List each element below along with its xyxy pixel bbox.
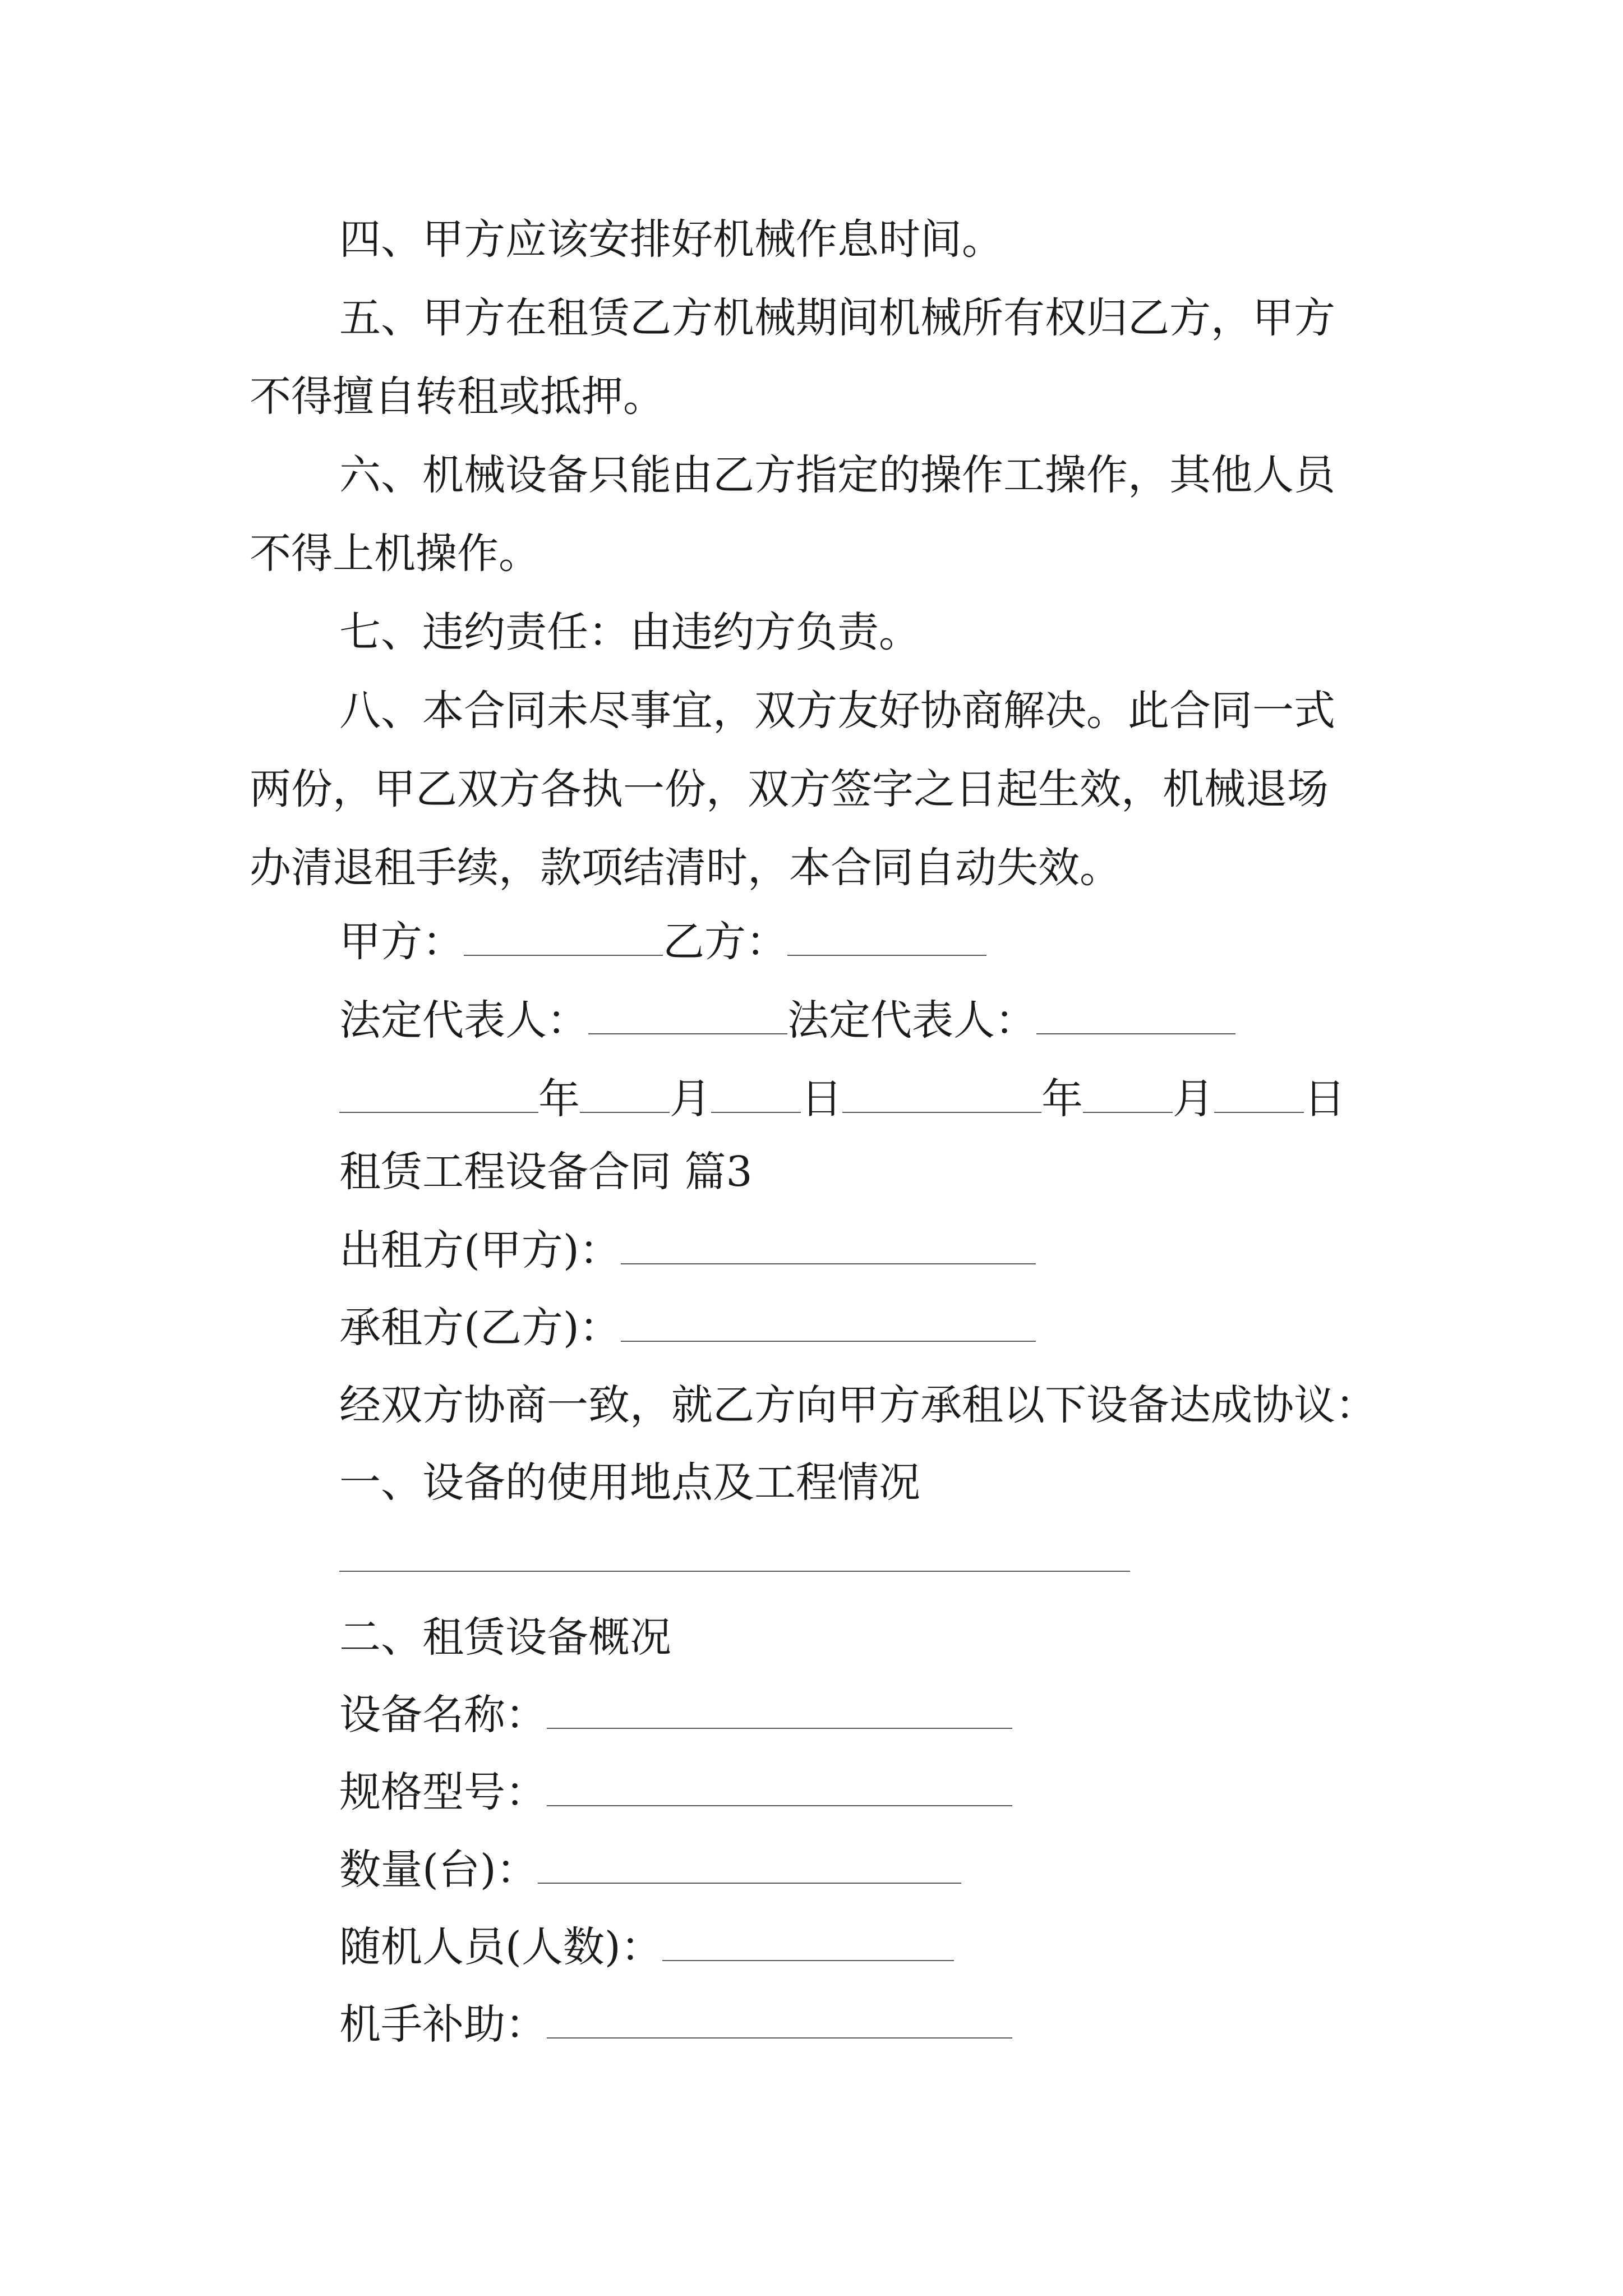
clause-6-line-1: 六、机械设备只能由乙方指定的操作工操作，其他人员 xyxy=(339,451,1335,499)
lessee-blank[interactable] xyxy=(621,1307,1036,1342)
quantity-label: 数量(台)： xyxy=(339,1846,538,1894)
clause-7: 七、违约责任：由违约方负责。 xyxy=(339,608,920,656)
lessor-label: 出租方(甲方)： xyxy=(339,1226,621,1274)
equipment-name-blank[interactable] xyxy=(547,1694,1012,1729)
legal-rep-a-blank[interactable] xyxy=(588,1000,787,1034)
year-b-blank[interactable] xyxy=(842,1078,1041,1113)
staff-line xyxy=(339,1923,954,1971)
clause-4: 四、甲方应该安排好机械作息时间。 xyxy=(339,215,1003,264)
operator-subsidy-blank[interactable] xyxy=(547,2004,1012,2039)
staff-label: 随机人员(人数)： xyxy=(339,1923,662,1971)
month-a-label: 月 xyxy=(670,1075,711,1123)
lessee-label: 承租方(乙方)： xyxy=(339,1304,621,1352)
legal-rep-line xyxy=(339,996,1235,1045)
month-a-blank[interactable] xyxy=(580,1078,670,1113)
date-line xyxy=(339,1075,1345,1123)
section-1-heading: 一、设备的使用地点及工程情况 xyxy=(339,1458,920,1507)
spec-model-line xyxy=(339,1768,1012,1816)
month-b-blank[interactable] xyxy=(1083,1078,1173,1113)
agreement-intro: 经双方协商一致，就乙方向甲方承租以下设备达成协议： xyxy=(339,1381,1377,1429)
day-b-label: 日 xyxy=(1304,1075,1345,1123)
operator-subsidy-line xyxy=(339,2000,1012,2049)
year-b-label: 年 xyxy=(1041,1075,1083,1123)
equipment-name-label: 设备名称： xyxy=(339,1691,547,1739)
legal-rep-b-label: 法定代表人： xyxy=(787,996,1036,1045)
day-b-blank[interactable] xyxy=(1214,1078,1304,1113)
party-b-blank[interactable] xyxy=(787,921,986,956)
clause-5-line-1: 五、甲方在租赁乙方机械期间机械所有权归乙方，甲方 xyxy=(339,294,1335,342)
clause-8-line-2: 两份，甲乙双方各执一份，双方签字之日起生效，机械退场 xyxy=(250,765,1329,813)
year-a-blank[interactable] xyxy=(339,1078,538,1113)
month-b-label: 月 xyxy=(1173,1075,1214,1123)
day-a-blank[interactable] xyxy=(711,1078,801,1113)
year-a-label: 年 xyxy=(538,1075,580,1123)
clause-6-line-2: 不得上机操作。 xyxy=(250,530,540,578)
clause-8-line-1: 八、本合同未尽事宜，双方友好协商解决。此合同一式 xyxy=(339,687,1335,735)
operator-subsidy-label: 机手补助： xyxy=(339,2000,547,2049)
party-a-label: 甲方： xyxy=(339,918,464,966)
spec-model-blank[interactable] xyxy=(547,1772,1012,1806)
section-2-heading: 二、租赁设备概况 xyxy=(339,1613,671,1662)
party-a-blank[interactable] xyxy=(464,921,663,956)
party-signature-line xyxy=(339,918,986,966)
clause-5-line-2: 不得擅自转租或抵押。 xyxy=(250,372,665,421)
clause-8-line-3: 办清退租手续，款项结清时，本合同自动失效。 xyxy=(250,844,1121,892)
staff-blank[interactable] xyxy=(662,1926,954,1961)
lessor-line xyxy=(339,1226,1036,1274)
legal-rep-a-label: 法定代表人： xyxy=(339,996,588,1045)
equipment-name-line xyxy=(339,1691,1012,1739)
quantity-line xyxy=(339,1846,961,1894)
site-description-blank[interactable] xyxy=(339,1571,1130,1572)
day-a-label: 日 xyxy=(801,1075,842,1123)
lessee-line xyxy=(339,1304,1036,1352)
party-b-label: 乙方： xyxy=(663,918,787,966)
lessor-blank[interactable] xyxy=(621,1230,1036,1264)
quantity-blank[interactable] xyxy=(538,1849,961,1884)
legal-rep-b-blank[interactable] xyxy=(1036,1000,1235,1034)
contract-3-title: 租赁工程设备合同 篇3 xyxy=(339,1148,753,1196)
spec-model-label: 规格型号： xyxy=(339,1768,547,1816)
